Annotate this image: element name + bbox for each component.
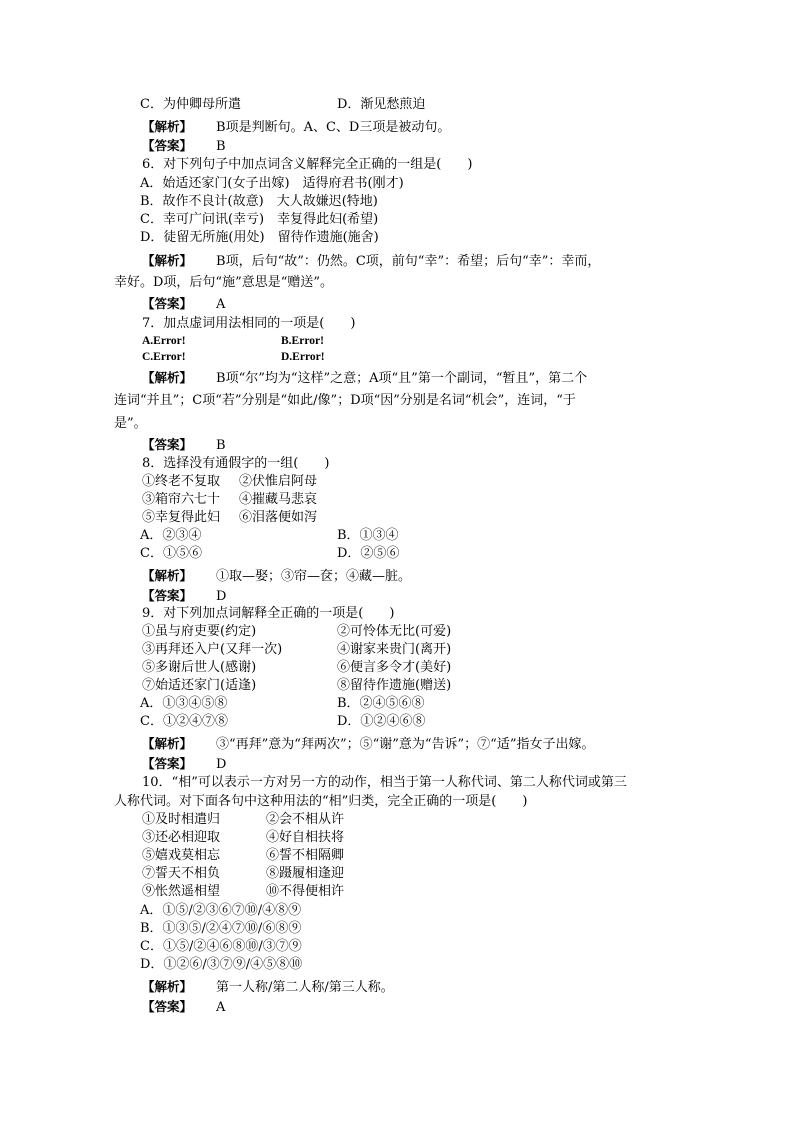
analysis-text: B项，后句“故”：仍然。C项，前句“幸”：希望；后句“幸”：幸而，	[216, 254, 601, 269]
q10-stem-cont: 人称代词。对下面各句中这种用法的“相”归类，完全正确的一项是( )	[114, 794, 528, 809]
q8-option-a: A．②③④	[140, 528, 202, 543]
q9-item: ②可怜体无比(可爱)	[337, 624, 452, 639]
q10-item: ②会不相从许	[266, 812, 345, 827]
q5-answer	[142, 137, 226, 156]
q9-stem: 9．对下列加点词解释全正确的一项是( )	[142, 606, 395, 621]
q5-option-c: C．为仲卿母所遣	[140, 97, 241, 112]
q8-stem: 8．选择没有通假字的一组( )	[142, 456, 330, 471]
q10-option-b: B．①③⑤/②④⑦⑩/⑥⑧⑨	[140, 921, 302, 936]
q8-option-d: D．②⑤⑥	[337, 546, 400, 561]
q8-item: ③箱帘六七十	[142, 492, 221, 507]
analysis-label: 【解析】	[142, 370, 193, 385]
q6-option-b: B．故作不良计(故意) 大人故嫌迟(特地)	[140, 194, 378, 209]
q7-option-a: A.Error!	[142, 335, 186, 347]
q9-option-c: C．①②④⑦⑧	[140, 714, 228, 729]
q10-answer	[142, 998, 225, 1017]
q8-item: ④摧藏马悲哀	[239, 492, 318, 507]
q7-option-b: B.Error!	[281, 335, 324, 347]
q10-item: ⑦誓天不相负	[142, 866, 221, 881]
analysis-label: 【解析】	[142, 119, 193, 134]
q7-analysis-cont1: 连词“并且”；C项“若”分别是“如此/像”；D项“因”分别是名词“机会”，连词，“于	[114, 393, 576, 408]
q8-option-b: B．①③④	[337, 528, 399, 543]
q8-answer	[142, 587, 226, 606]
analysis-text: ①取—娶；③帘—奁；④藏—脏。	[216, 569, 412, 584]
q6-option-a: A．始适还家门(女子出嫁) 适得府君书(刚才)	[140, 176, 404, 191]
answer-label: 【答案】	[142, 437, 193, 452]
analysis-label: 【解析】	[142, 979, 193, 994]
q9-option-b: B．②④⑤⑥⑧	[337, 696, 425, 711]
q10-item: ③还必相迎取	[142, 830, 221, 845]
q10-item: ①及时相遣归	[142, 812, 221, 827]
q9-item: ③再拜还入户(又拜一次)	[142, 642, 283, 657]
q7-answer	[142, 436, 226, 455]
q8-item: ⑥泪落便如泻	[239, 510, 318, 525]
answer-text: B	[216, 438, 226, 453]
q5-option-d: D．渐见愁煎迫	[337, 97, 426, 112]
answer-label: 【答案】	[142, 999, 193, 1014]
q9-item: ⑧留待作遗施(赠送)	[337, 678, 452, 693]
q7-analysis	[142, 369, 587, 388]
q9-item: ⑤多谢后世人(感谢)	[142, 660, 257, 675]
q9-item: ⑦始适还家门(适逢)	[142, 678, 257, 693]
q7-stem: 7．加点虚词用法相同的一项是( )	[142, 316, 356, 331]
q6-answer	[142, 295, 225, 314]
analysis-label: 【解析】	[142, 253, 193, 268]
q9-item: ⑥便言多令才(美好)	[337, 660, 452, 675]
answer-text: D	[216, 757, 227, 772]
q8-option-c: C．①⑤⑥	[140, 546, 202, 561]
answer-text: D	[216, 589, 227, 604]
answer-label: 【答案】	[142, 756, 193, 771]
analysis-text: 第一人称/第二人称/第三人称。	[216, 980, 394, 995]
analysis-label: 【解析】	[142, 736, 193, 751]
q10-item: ⑥誓不相隔卿	[266, 848, 345, 863]
q8-item: ⑤幸复得此妇	[142, 510, 221, 525]
q10-option-d: D．①②⑥/③⑦⑨/④⑤⑧⑩	[140, 957, 303, 972]
q6-analysis-cont: 幸好。D项，后句“施”意思是“赠送”。	[114, 275, 334, 290]
q6-option-c: C．幸可广问讯(幸亏) 幸复得此妇(希望)	[140, 212, 379, 227]
q9-analysis	[142, 735, 594, 754]
q9-option-d: D．①②④⑥⑧	[337, 714, 426, 729]
q9-item: ①虽与府吏要(约定)	[142, 624, 257, 639]
q8-item: ②伏惟启阿母	[239, 474, 318, 489]
q9-item: ④谢家来贵门(离开)	[337, 642, 452, 657]
q10-item: ⑧蹑履相逢迎	[266, 866, 345, 881]
answer-label: 【答案】	[142, 296, 193, 311]
q8-item: ①终老不复取	[142, 474, 221, 489]
analysis-text: ③“再拜”意为“拜两次”；⑤“谢”意为“告诉”；⑦“适”指女子出嫁。	[216, 737, 595, 752]
q6-option-d: D．徒留无所施(用处) 留待作遗施(施舍)	[140, 230, 379, 245]
q8-analysis	[142, 567, 411, 586]
answer-text: A	[216, 297, 226, 312]
analysis-text: B项“尔”均为“这样”之意；A项“且”第一个副词，“暂且”，第二个	[216, 371, 588, 386]
answer-label: 【答案】	[142, 588, 193, 603]
q6-analysis	[142, 252, 600, 271]
q10-item: ⑨怅然遥相望	[142, 884, 221, 899]
analysis-text: B项是判断句。A、C、D三项是被动句。	[216, 120, 451, 135]
q10-item: ④好自相扶将	[266, 830, 345, 845]
q10-analysis	[142, 978, 394, 997]
q5-analysis	[142, 118, 450, 137]
answer-text: B	[216, 139, 226, 154]
q9-option-a: A．①③④⑤⑧	[140, 696, 228, 711]
q10-stem: 10．“相”可以表示一方对另一方的动作，相当于第一人称代词、第二人称代词或第三	[142, 775, 627, 790]
analysis-label: 【解析】	[142, 568, 193, 583]
q9-answer	[142, 755, 226, 774]
answer-label: 【答案】	[142, 138, 193, 153]
q6-stem: 6．对下列句子中加点词含义解释完全正确的一组是( )	[142, 157, 473, 172]
q10-item: ⑩不得便相许	[266, 884, 345, 899]
q10-item: ⑤嬉戏莫相忘	[142, 848, 221, 863]
answer-text: A	[216, 1000, 226, 1015]
q10-option-a: A．①⑤/②③⑥⑦⑩/④⑧⑨	[140, 903, 302, 918]
q7-analysis-cont2: 是”。	[114, 416, 147, 431]
q10-option-c: C．①⑤/②④⑥⑧⑩/③⑦⑨	[140, 939, 302, 954]
q7-option-d: D.Error!	[281, 351, 325, 363]
q7-option-c: C.Error!	[142, 351, 186, 363]
